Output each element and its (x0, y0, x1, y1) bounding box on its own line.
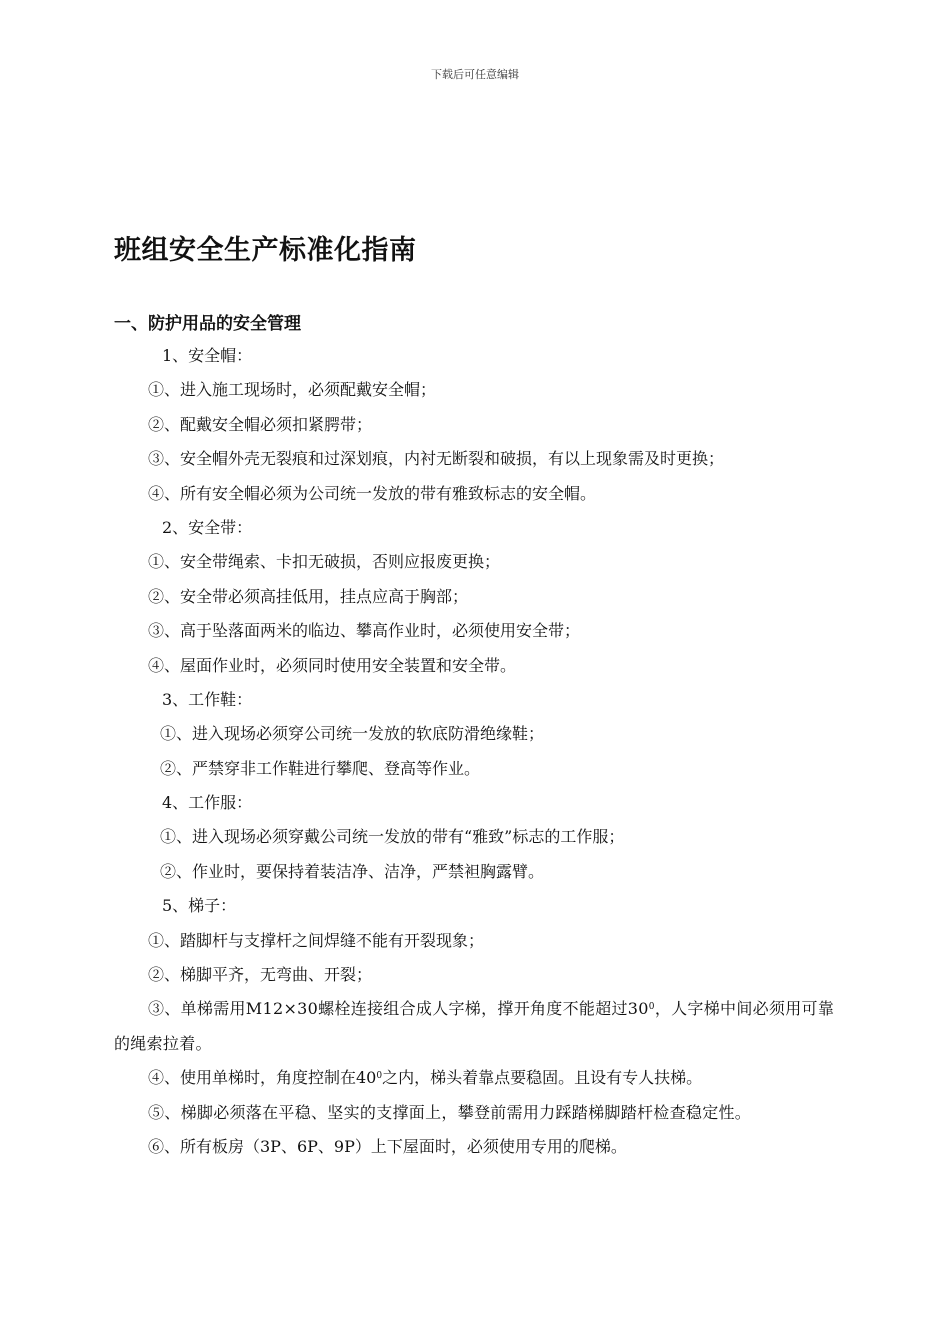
list-item: ②、严禁穿非工作鞋进行攀爬、登高等作业。 (160, 758, 481, 778)
list-item: ②、配戴安全帽必须扣紧腭带； (148, 414, 373, 434)
list-item: ②、安全带必须高挂低用，挂点应高于胸部； (148, 586, 469, 606)
ladder-item4-text-a: ④、使用单梯时，角度控制在40 (148, 1068, 377, 1088)
ladder-item3-text-b: ，人字梯中间必须用可靠的绳索拉着。 (114, 999, 835, 1053)
list-item: ②、作业时，要保持着装洁净、洁净，严禁袒胸露臂。 (160, 861, 545, 881)
subheading-helmet: 1、安全帽： (162, 346, 253, 365)
list-item: ②、梯脚平齐，无弯曲、开裂； (148, 965, 373, 985)
list-item: ①、进入现场必须穿公司统一发放的软底防滑绝缘鞋； (160, 724, 545, 744)
document-body (114, 339, 838, 1164)
degree-superscript: 0 (648, 1002, 655, 1013)
list-item: ④、屋面作业时，必须同时使用安全装置和安全带。 (148, 655, 517, 675)
list-item: ①、踏脚杆与支撑杆之间焊缝不能有开裂现象； (148, 930, 485, 950)
subheading-work-clothes: 4、工作服： (162, 793, 253, 813)
list-item: ③、高于坠落面两米的临边、攀高作业时，必须使用安全带； (148, 621, 581, 641)
list-item-paragraph (114, 992, 838, 1061)
ladder-item3-text-a: ③、单梯需用M12×30螺栓连接组合成人字梯，撑开角度不能超过30 (148, 999, 649, 1019)
list-item: ①、进入施工现场时，必须配戴安全帽； (148, 380, 437, 400)
subheading-ladder: 5、梯子： (162, 896, 237, 916)
list-item (114, 1061, 838, 1095)
page-header-note: 下载后可任意编辑 (431, 68, 519, 81)
ladder-item4-text-b: 之内，梯头着靠点要稳固。且设有专人扶梯。 (382, 1068, 703, 1088)
list-item: ①、安全带绳索、卡扣无破损，否则应报废更换； (148, 552, 501, 572)
document-title: 班组安全生产标准化指南 (114, 235, 417, 266)
section-heading-protective-equipment: 一、防护用品的安全管理 (114, 314, 301, 334)
subheading-work-shoes: 3、工作鞋： (162, 689, 253, 709)
subheading-safety-belt: 2、安全带： (162, 517, 253, 537)
list-item: ④、所有安全帽必须为公司统一发放的带有雅致标志的安全帽。 (148, 483, 597, 503)
degree-superscript: 0 (376, 1071, 383, 1082)
list-item: ③、安全帽外壳无裂痕和过深划痕，内衬无断裂和破损，有以上现象需及时更换； (148, 449, 725, 469)
list-item-paragraph: ⑤、梯脚必须落在平稳、坚实的支撑面上，攀登前需用力踩踏梯脚踏杆检查稳定性。 (148, 1102, 752, 1122)
list-item: ①、进入现场必须穿戴公司统一发放的带有“雅致”标志的工作服； (160, 827, 625, 847)
list-item: ⑥、所有板房（3P、6P、9P）上下屋面时，必须使用专用的爬梯。 (148, 1137, 627, 1157)
